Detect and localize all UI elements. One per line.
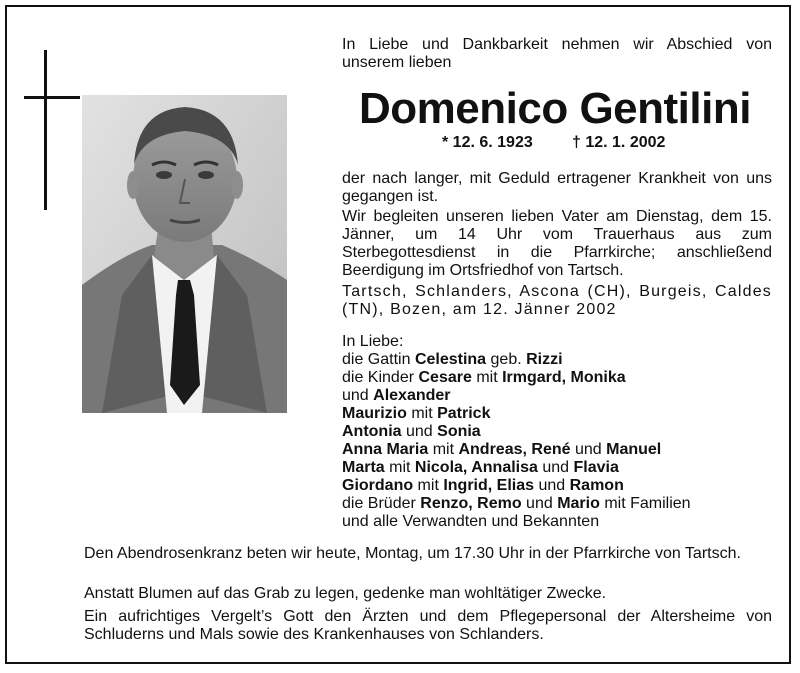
thanks-note: Ein aufrichtiges Vergelt’s Gott den Ärzten und dem Pflegepersonal der Altersheime von Schluderns und Mals sowie des Krankenhauses von Schlanders. <box>84 608 772 643</box>
mourner-line: Anna Maria mit Andreas, René und Manuel <box>342 441 662 458</box>
intro-text: In Liebe und Dankbarkeit nehmen wir Abschied von unserem lieben <box>342 36 772 71</box>
mourner-line: Marta mit Nicola, Annalisa und Flavia <box>342 459 619 476</box>
deceased-name: Domenico Gentilini <box>359 84 751 133</box>
mourner-line: und alle Verwandten und Bekannten <box>342 513 600 530</box>
mourners-list <box>342 333 772 531</box>
mourner-line: Maurizio mit Patrick <box>342 405 491 422</box>
birth-date: * 12. 6. 1923 <box>442 134 533 151</box>
funeral-info: Wir begleiten unseren lieben Vater am Dienstag, dem 15. Jänner, um 14 Uhr vom Trauerhaus aus zum Sterbegottesdienst in die Pfarrkirche; anschließend Beerdigung im Ortsfriedhof von Tartsch. <box>342 208 772 279</box>
portrait-image <box>82 95 287 413</box>
passing-text: der nach langer, mit Geduld ertragener Krankheit von uns gegangen ist. <box>342 170 772 205</box>
donation-note: Anstatt Blumen auf das Grab zu legen, gedenke man wohltätiger Zwecke. <box>84 585 607 602</box>
mourner-line: Giordano mit Ingrid, Elias und Ramon <box>342 477 624 494</box>
portrait-photo <box>82 95 287 413</box>
cross-icon-bar <box>24 96 80 99</box>
places-date: Tartsch, Schlanders, Ascona (CH), Burgeis, Caldes (TN), Bozen, am 12. Jänner 2002 <box>342 283 772 318</box>
mourner-line: Antonia und Sonia <box>342 423 481 440</box>
mourner-line: die Gattin Celestina geb. Rizzi <box>342 351 563 368</box>
mourners-intro: In Liebe: <box>342 333 404 350</box>
cross-icon <box>44 50 47 210</box>
mourner-line: die Brüder Renzo, Remo und Mario mit Familien <box>342 495 691 512</box>
death-date: † 12. 1. 2002 <box>572 134 666 151</box>
mourner-line: und Alexander <box>342 387 451 404</box>
rosary-info: Den Abendrosenkranz beten wir heute, Montag, um 17.30 Uhr in der Pfarrkirche von Tartsch. <box>84 545 741 562</box>
mourner-line: die Kinder Cesare mit Irmgard, Monika <box>342 369 626 386</box>
